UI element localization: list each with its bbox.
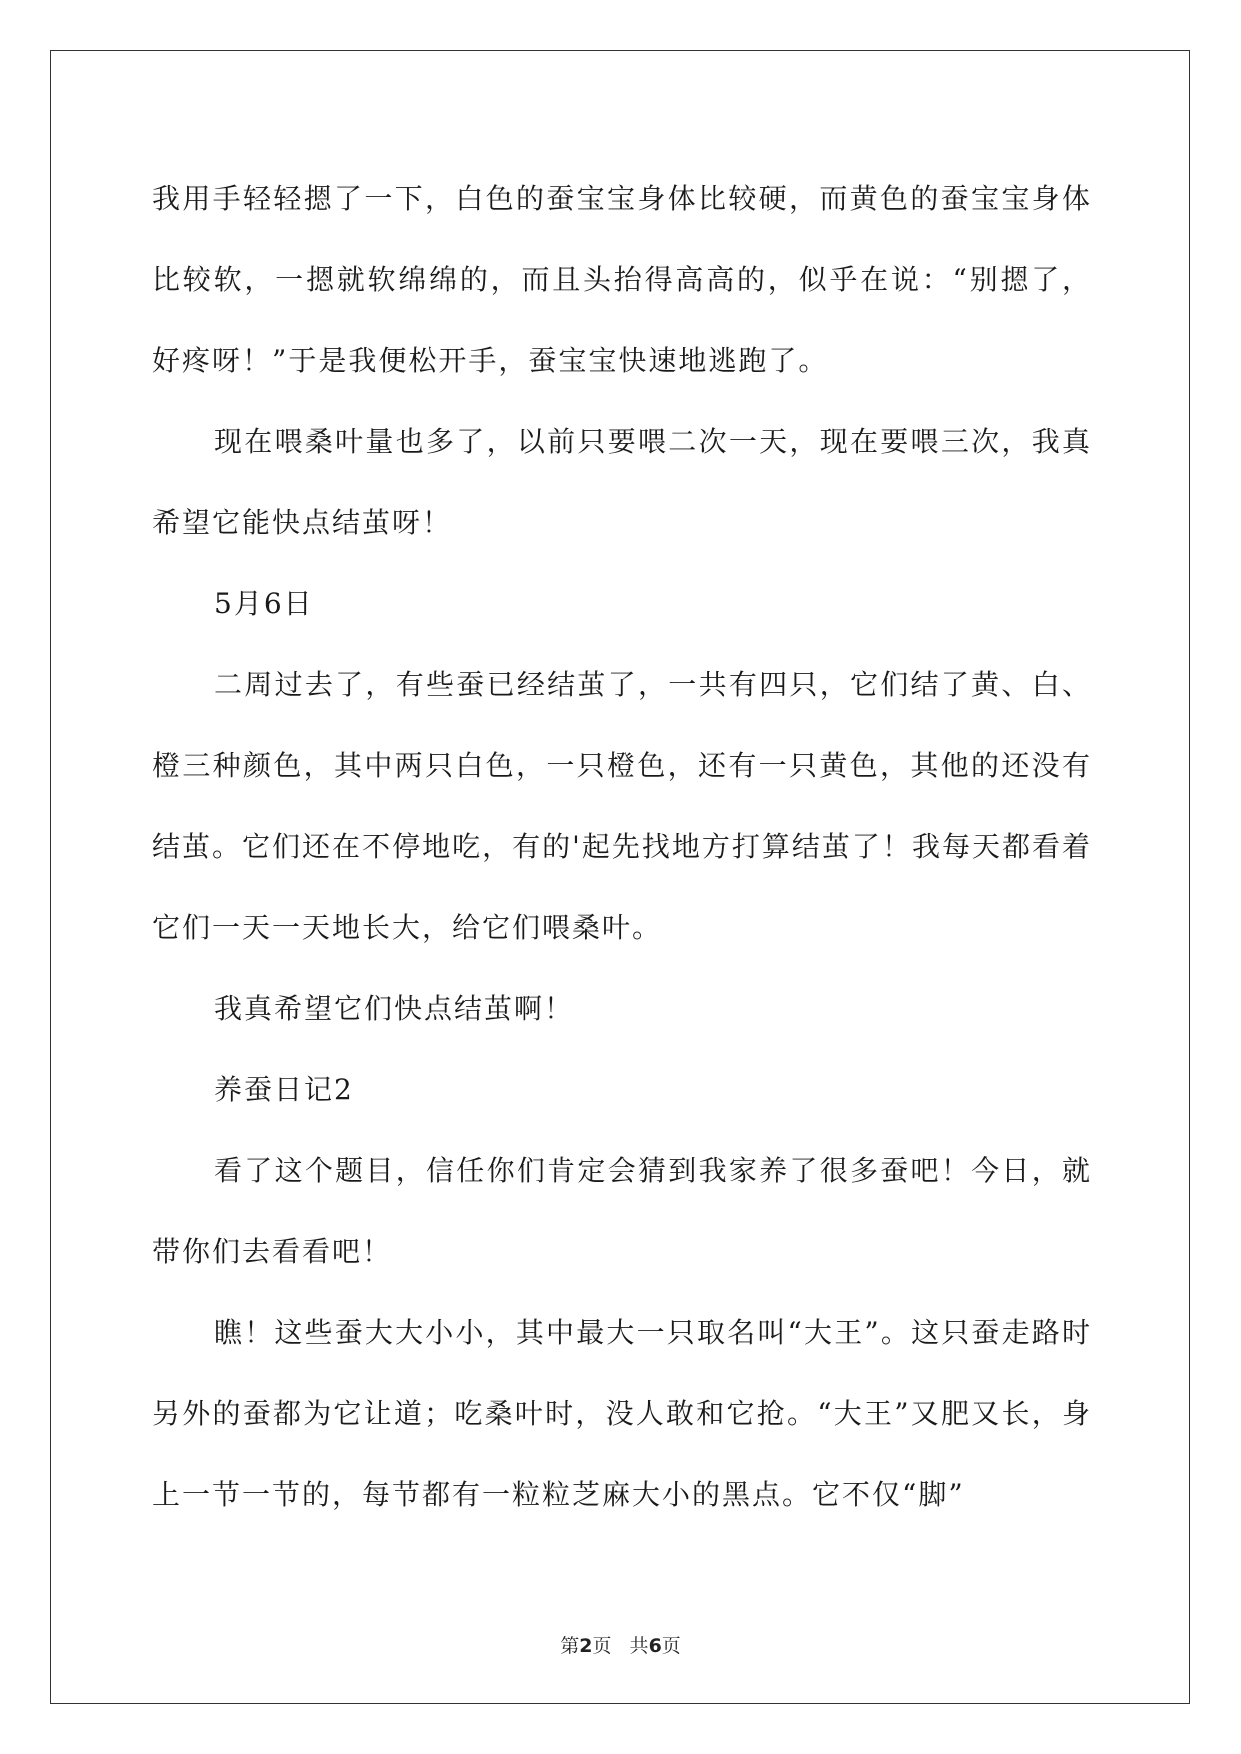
paragraph-4: 我真希望它们快点结茧啊！ [214, 992, 575, 1025]
date-heading: 5月6日 [214, 587, 314, 620]
footer-middle: 页 共 [592, 1635, 649, 1657]
current-page-number: 2 [579, 1635, 593, 1657]
paragraph-2: 现在喂桑叶量也多了，以前只要喂二次一天，现在要喂三次，我真希望它能快点结茧呀！ [152, 425, 1092, 539]
section-title: 养蚕日记2 [214, 1073, 354, 1106]
paragraph-6: 瞧！这些蚕大大小小，其中最大一只取名叫“大王”。这只蚕走路时另外的蚕都为它让道；吃桑叶时，没人敢和它抢。“大王”又肥又长，身上一节一节的，每节都有一粒粒芝麻大小的黑点。它不仅“脚” [152, 1316, 1092, 1511]
total-page-count: 6 [648, 1635, 662, 1657]
footer-suffix: 页 [661, 1635, 681, 1657]
document-body [152, 158, 1092, 1535]
page-footer [0, 1631, 1241, 1658]
paragraph-3: 二周过去了，有些蚕已经结茧了，一共有四只，它们结了黄、白、橙三种颜色，其中两只白色，一只橙色，还有一只黄色，其他的还没有结茧。它们还在不停地吃，有的'起先找地方打算结茧了！我每天都看着它们一天一天地长大，给它们喂桑叶。 [152, 668, 1092, 944]
paragraph-1: 我用手轻轻摁了一下，白色的蚕宝宝身体比较硬，而黄色的蚕宝宝身体比较软，一摁就软绵绵的，而且头抬得高高的，似乎在说：“别摁了，好疼呀！”于是我便松开手，蚕宝宝快速地逃跑了。 [152, 182, 1092, 377]
paragraph-5: 看了这个题目，信任你们肯定会猜到我家养了很多蚕吧！今日，就带你们去看看吧！ [152, 1154, 1092, 1268]
footer-prefix: 第 [560, 1635, 580, 1657]
